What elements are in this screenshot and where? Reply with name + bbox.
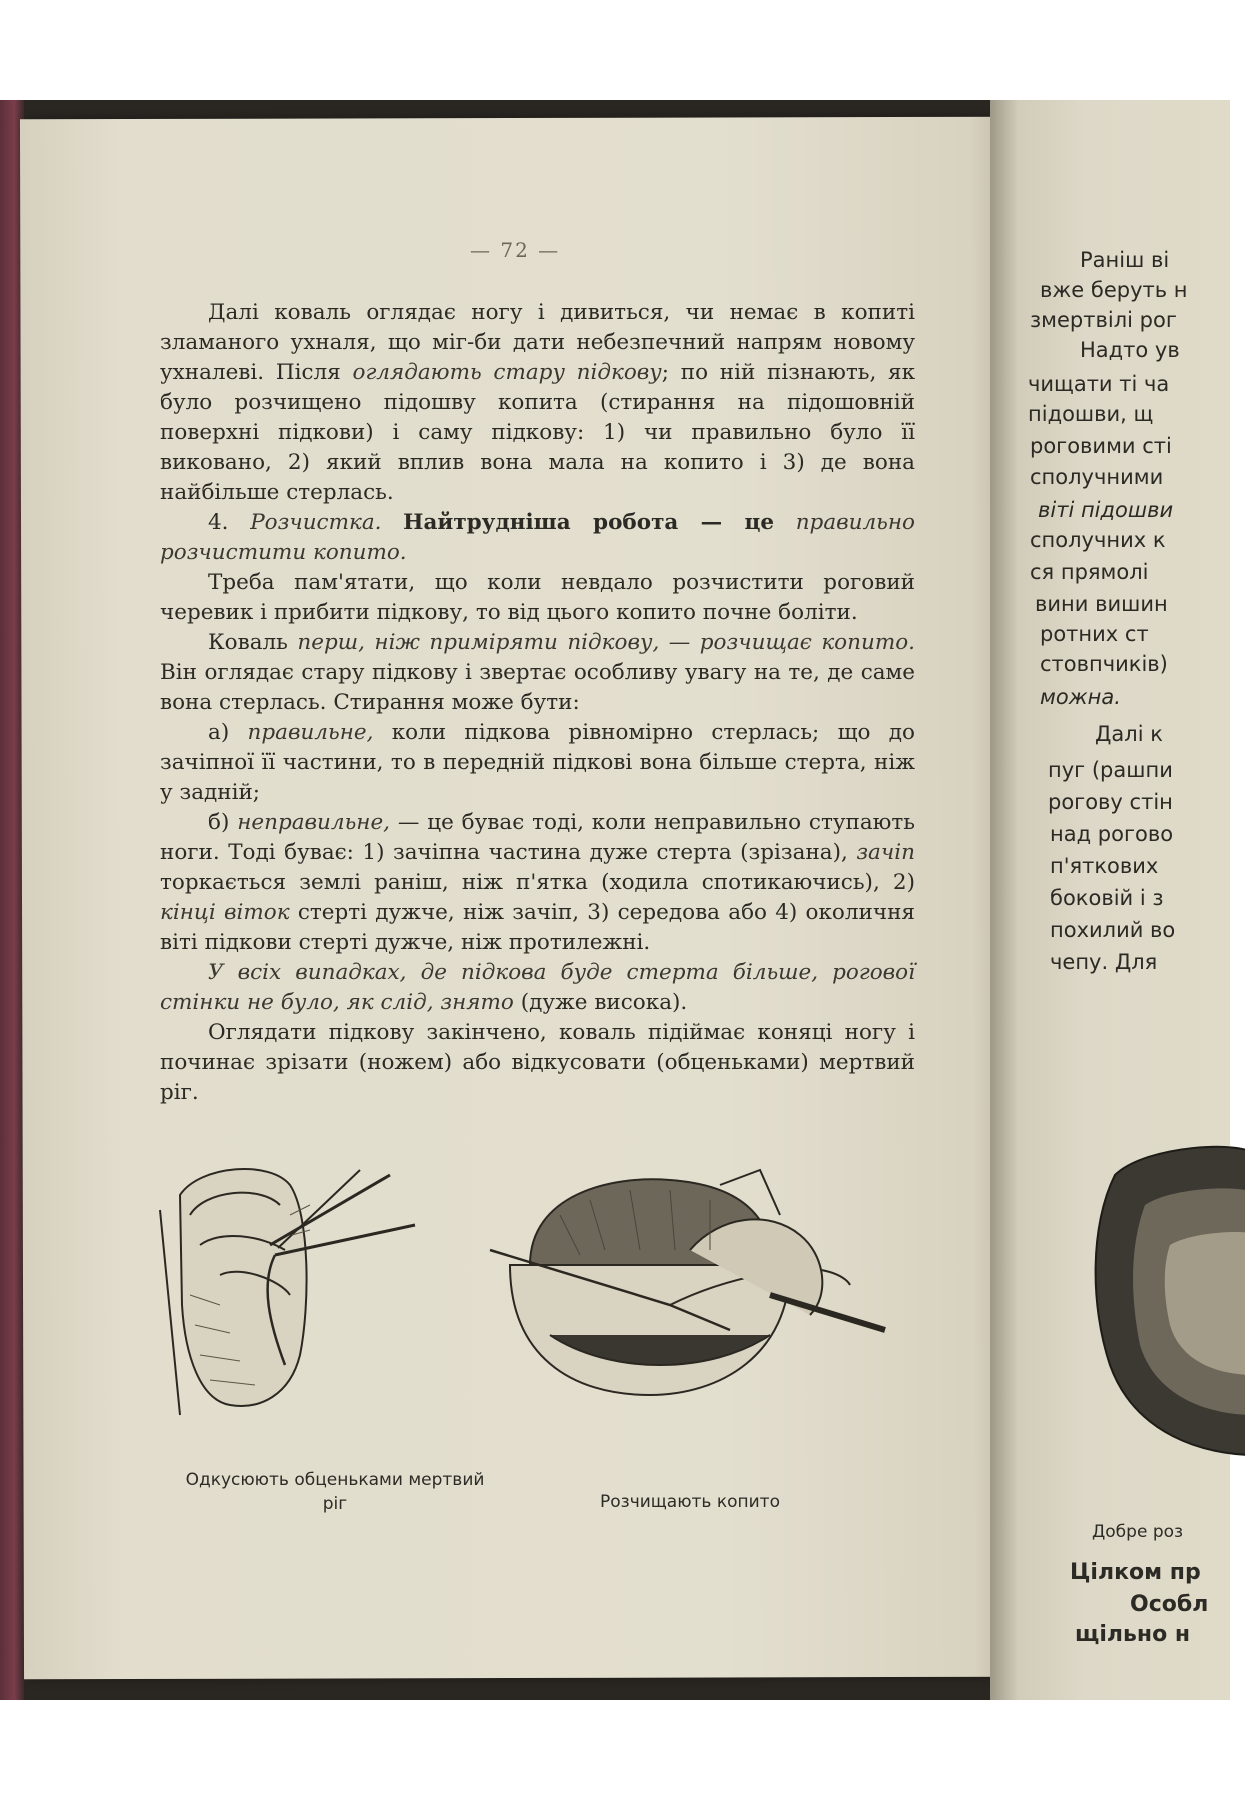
right-line: сполучних к [1030, 528, 1166, 552]
right-line: рогову стін [1048, 790, 1173, 814]
right-line: вини вишин [1035, 592, 1168, 616]
right-line: чищати ті ча [1028, 372, 1170, 396]
paragraph-3: Треба пам'ятати, що коли невдало розчистити роговий черевик і прибити підкову, то від цього копито почне боліти. [160, 570, 915, 625]
paragraph-2: 4. Розчистка. Найтрудніша робота — це правильно розчистити копито. [160, 510, 915, 565]
right-line: вже беруть н [1040, 278, 1188, 302]
right-line: віті підошви [1038, 498, 1174, 522]
paragraph-6: б) неправильне, — це буває тоді, коли неправильно ступають ноги. Тоді буває: 1) зачіпна частина дуже стерта (зрізана), зачіп торкається землі раніш, ніж п'ятка (ходила спотикаючись), 2) кінці віток стерті дужче, ніж зачіп, 3) середова або 4) околичня віті підкови стерті дужче, ніж протилежні. [160, 810, 915, 955]
paragraph-4: Коваль перш, ніж приміряти підкову, — розчищає копито. Він оглядає стару підкову і звертає особливу увагу на те, де саме вона стерлась. Стирання може бути: [160, 630, 915, 715]
right-line: Раніш ві [1080, 248, 1170, 272]
right-line: п'яткових [1050, 854, 1159, 878]
right-line: над рогово [1050, 822, 1174, 846]
right-line: ся прямолі [1030, 560, 1149, 584]
right-line: пуг (рашпи [1048, 758, 1173, 782]
figure-caption-right: Добре роз [1092, 1522, 1184, 1542]
right-line: боковій і з [1050, 886, 1164, 910]
right-line: Надто ув [1080, 338, 1180, 362]
right-line: підошви, щ [1028, 402, 1154, 426]
right-line: чепу. Для [1050, 950, 1158, 974]
paragraph-8: Оглядати підкову закінчено, коваль підіймає коняці ногу і починає зрізати (ножем) або відкусовати (обценьками) мертвий ріг. [160, 1020, 915, 1105]
right-line: Далі к [1095, 722, 1163, 746]
right-bottom-line: Цілком пр [1070, 1560, 1201, 1585]
page-number: — 72 — [470, 238, 561, 262]
right-line: ротних ст [1040, 622, 1149, 646]
hoof-sole-illustration [1085, 1135, 1245, 1465]
figure-caption-knife: Розчищають копито [600, 1492, 780, 1512]
right-line: можна. [1040, 685, 1121, 709]
right-line: роговими сті [1030, 434, 1172, 458]
figure-caption-pincers: Одкусюють обценьками мертвий ріг [185, 1470, 485, 1514]
right-line: стовпчиків) [1040, 652, 1168, 676]
paragraph-7: У всіх випадках, де підкова буде стерта більше, рогової стінки не було, як слід, знято (дуже висока). [160, 960, 915, 1015]
right-line: похилий во [1050, 918, 1176, 942]
right-bottom-line: щільно н [1075, 1622, 1191, 1647]
hoof-pincers-illustration [160, 1155, 480, 1415]
right-bottom-line: Особл [1130, 1592, 1209, 1617]
right-line: змертвілі рог [1030, 308, 1177, 332]
paragraph-1: Далі коваль оглядає ногу і дивиться, чи немає в копиті зламаного ухналя, що міг-би дати небезпечний напрям новому ухналеві. Після оглядають стару підкову; по ній пізнають, як було розчищено підошву копита (стирання на підошовній поверхні підкови) і саму підкову: 1) чи правильно було її виковано, 2) який вплив вона мала на копито і 3) де вона найбільше стерлась. [160, 300, 916, 505]
scanned-book-spread [0, 100, 1209, 1700]
right-line: сполучними [1030, 465, 1164, 489]
hoof-knife-illustration [490, 1155, 910, 1415]
paragraph-5: а) правильне, коли підкова рівномірно стерлась; що до зачіпної її частини, то в передній підкові вона більше стерта, ніж у задній; [160, 720, 915, 805]
body-text [160, 298, 915, 1108]
